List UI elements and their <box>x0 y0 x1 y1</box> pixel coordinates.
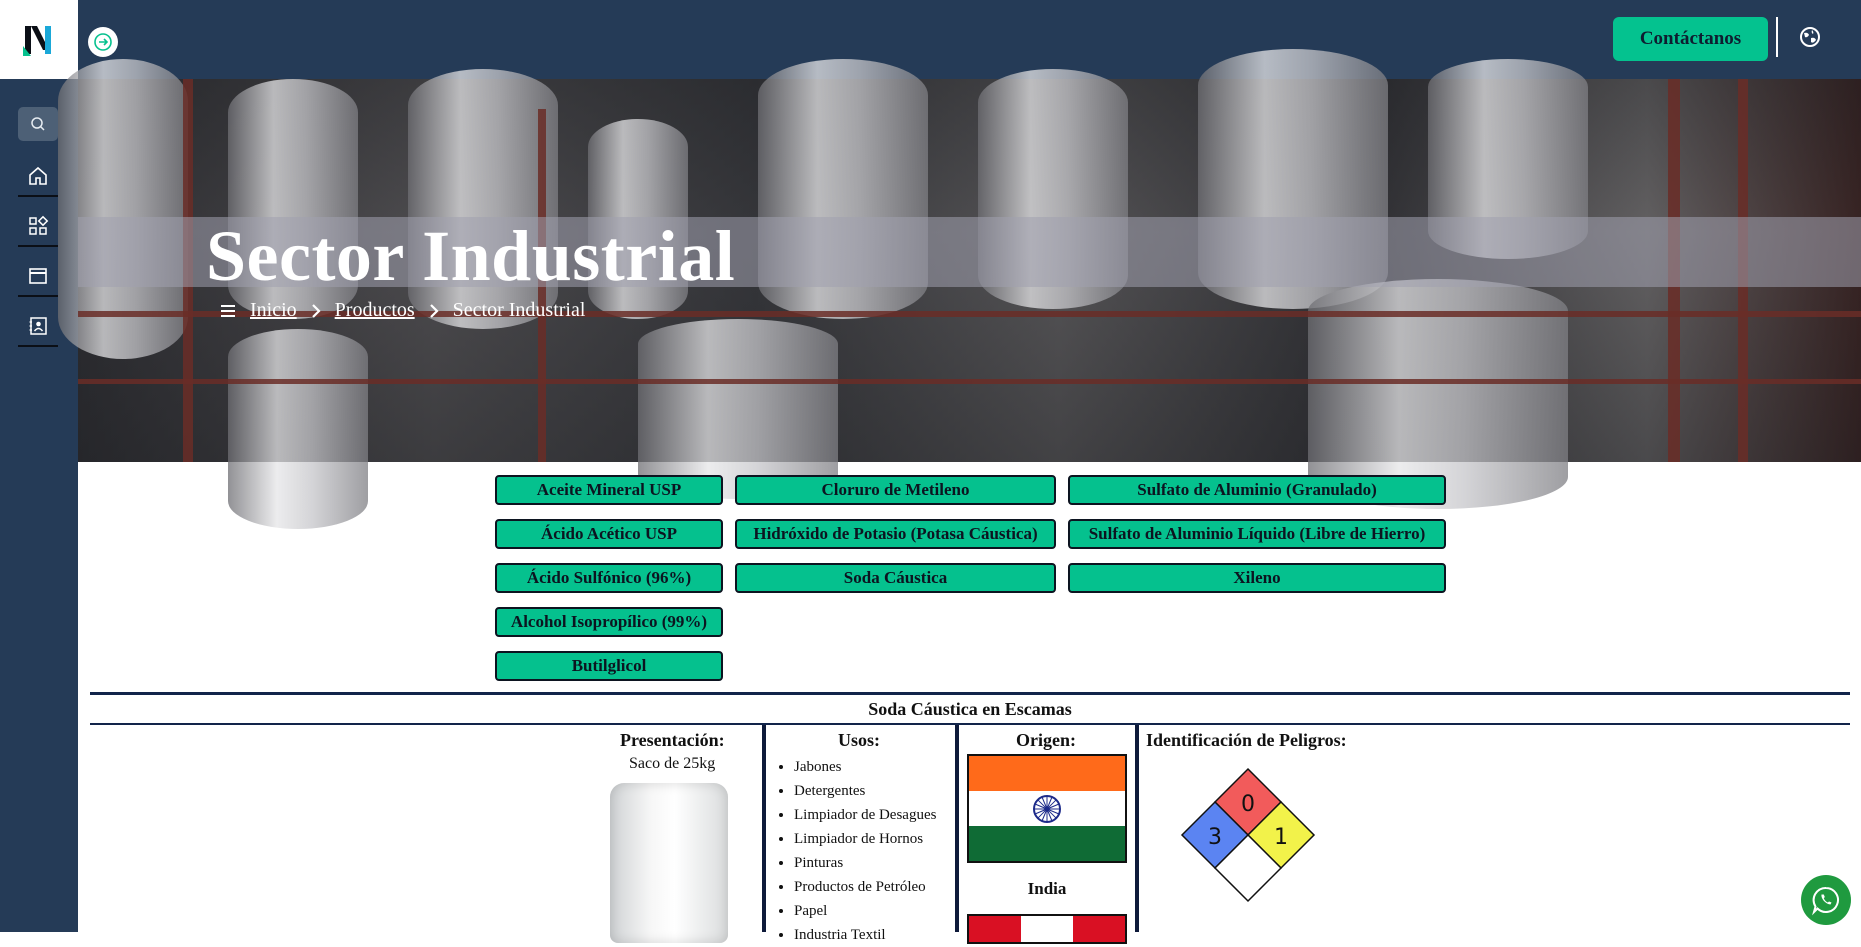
whatsapp-icon <box>1811 885 1841 915</box>
nfpa-hazard-diamond <box>1178 766 1318 906</box>
peru-flag <box>967 914 1127 944</box>
section-divider <box>90 692 1850 695</box>
column-divider <box>955 725 959 932</box>
product-button[interactable]: Sulfato de Aluminio (Granulado) <box>1068 475 1446 505</box>
contacts-icon <box>27 315 49 337</box>
reactivity-value: 1 <box>1274 825 1288 850</box>
product-button[interactable]: Xileno <box>1068 563 1446 593</box>
hazard-heading: Identificación de Peligros: <box>1146 730 1347 750</box>
sidebar-item-home[interactable] <box>18 157 58 197</box>
uses-item: • Productos de Petróleo <box>794 875 936 899</box>
arrow-right-circle-icon <box>94 33 112 51</box>
product-title: Soda Cáustica en Escamas <box>868 699 1072 719</box>
sidebar-item-window[interactable] <box>18 257 58 297</box>
apps-icon <box>27 215 49 237</box>
sidebar-item-contacts[interactable] <box>18 307 58 347</box>
top-bar <box>78 0 1861 79</box>
uses-item: • Industria Textil <box>794 923 936 947</box>
product-button[interactable]: Ácido Sulfónico (96%) <box>495 563 723 593</box>
column-divider <box>762 725 766 932</box>
hero-tank <box>228 329 368 529</box>
expand-sidebar-button[interactable] <box>88 27 118 57</box>
uses-heading: Usos: <box>838 730 881 750</box>
uses-item: • Jabones <box>794 755 936 779</box>
product-button[interactable]: Ácido Acético USP <box>495 519 723 549</box>
search-icon <box>30 116 46 132</box>
hero-beam <box>78 379 1861 384</box>
uses-item: • Limpiador de Hornos <box>794 827 936 851</box>
sidebar-item-categories[interactable] <box>18 207 58 247</box>
menu-icon <box>220 304 236 318</box>
globe-icon <box>1799 26 1821 48</box>
product-image-sack <box>610 783 728 943</box>
product-button[interactable]: Sulfato de Aluminio Líquido (Libre de Hierro) <box>1068 519 1446 549</box>
presentation-value: Saco de 25kg <box>629 755 716 772</box>
section-divider <box>90 723 1850 725</box>
presentation-heading: Presentación: <box>620 730 725 750</box>
chevron-right-icon <box>311 304 321 318</box>
window-icon <box>27 265 49 287</box>
breadcrumb-current: Sector Industrial <box>452 299 586 321</box>
column-divider <box>1135 725 1139 932</box>
health-value: 3 <box>1208 825 1222 850</box>
origin-country: India <box>1027 879 1067 898</box>
chevron-right-icon <box>429 304 439 318</box>
hero-banner <box>78 79 1861 462</box>
uses-item: • Papel <box>794 899 936 923</box>
breadcrumb-products-link[interactable]: Productos <box>334 299 415 321</box>
india-flag <box>967 754 1127 863</box>
language-selector[interactable] <box>1798 25 1822 49</box>
product-button[interactable]: Cloruro de Metileno <box>735 475 1056 505</box>
logo[interactable] <box>0 0 78 79</box>
breadcrumb <box>220 299 585 322</box>
uses-item: • Pinturas <box>794 851 936 875</box>
uses-list <box>772 755 936 947</box>
uses-item: • Limpiador de Desagues <box>794 803 936 827</box>
product-button[interactable]: Aceite Mineral USP <box>495 475 723 505</box>
uses-item: • Detergentes <box>794 779 936 803</box>
product-button[interactable]: Soda Cáustica <box>735 563 1056 593</box>
home-icon <box>27 165 49 187</box>
sidebar-search-button[interactable] <box>18 107 58 141</box>
product-button[interactable]: Hidróxido de Potasio (Potasa Cáustica) <box>735 519 1056 549</box>
origin-heading: Origen: <box>1016 730 1076 750</box>
hero-tank <box>638 319 838 499</box>
ashoka-chakra-icon <box>1032 794 1062 824</box>
product-button[interactable]: Butilglicol <box>495 651 723 681</box>
product-button[interactable]: Alcohol Isopropílico (99%) <box>495 607 723 637</box>
page-title: Sector Industrial <box>206 216 736 296</box>
whatsapp-button[interactable] <box>1801 875 1851 925</box>
contact-button[interactable]: Contáctanos <box>1613 17 1768 61</box>
flammability-value: 0 <box>1241 792 1255 817</box>
top-divider <box>1776 17 1778 57</box>
breadcrumb-home-link[interactable]: Inicio <box>250 299 297 321</box>
logo-mark-icon <box>19 20 59 60</box>
